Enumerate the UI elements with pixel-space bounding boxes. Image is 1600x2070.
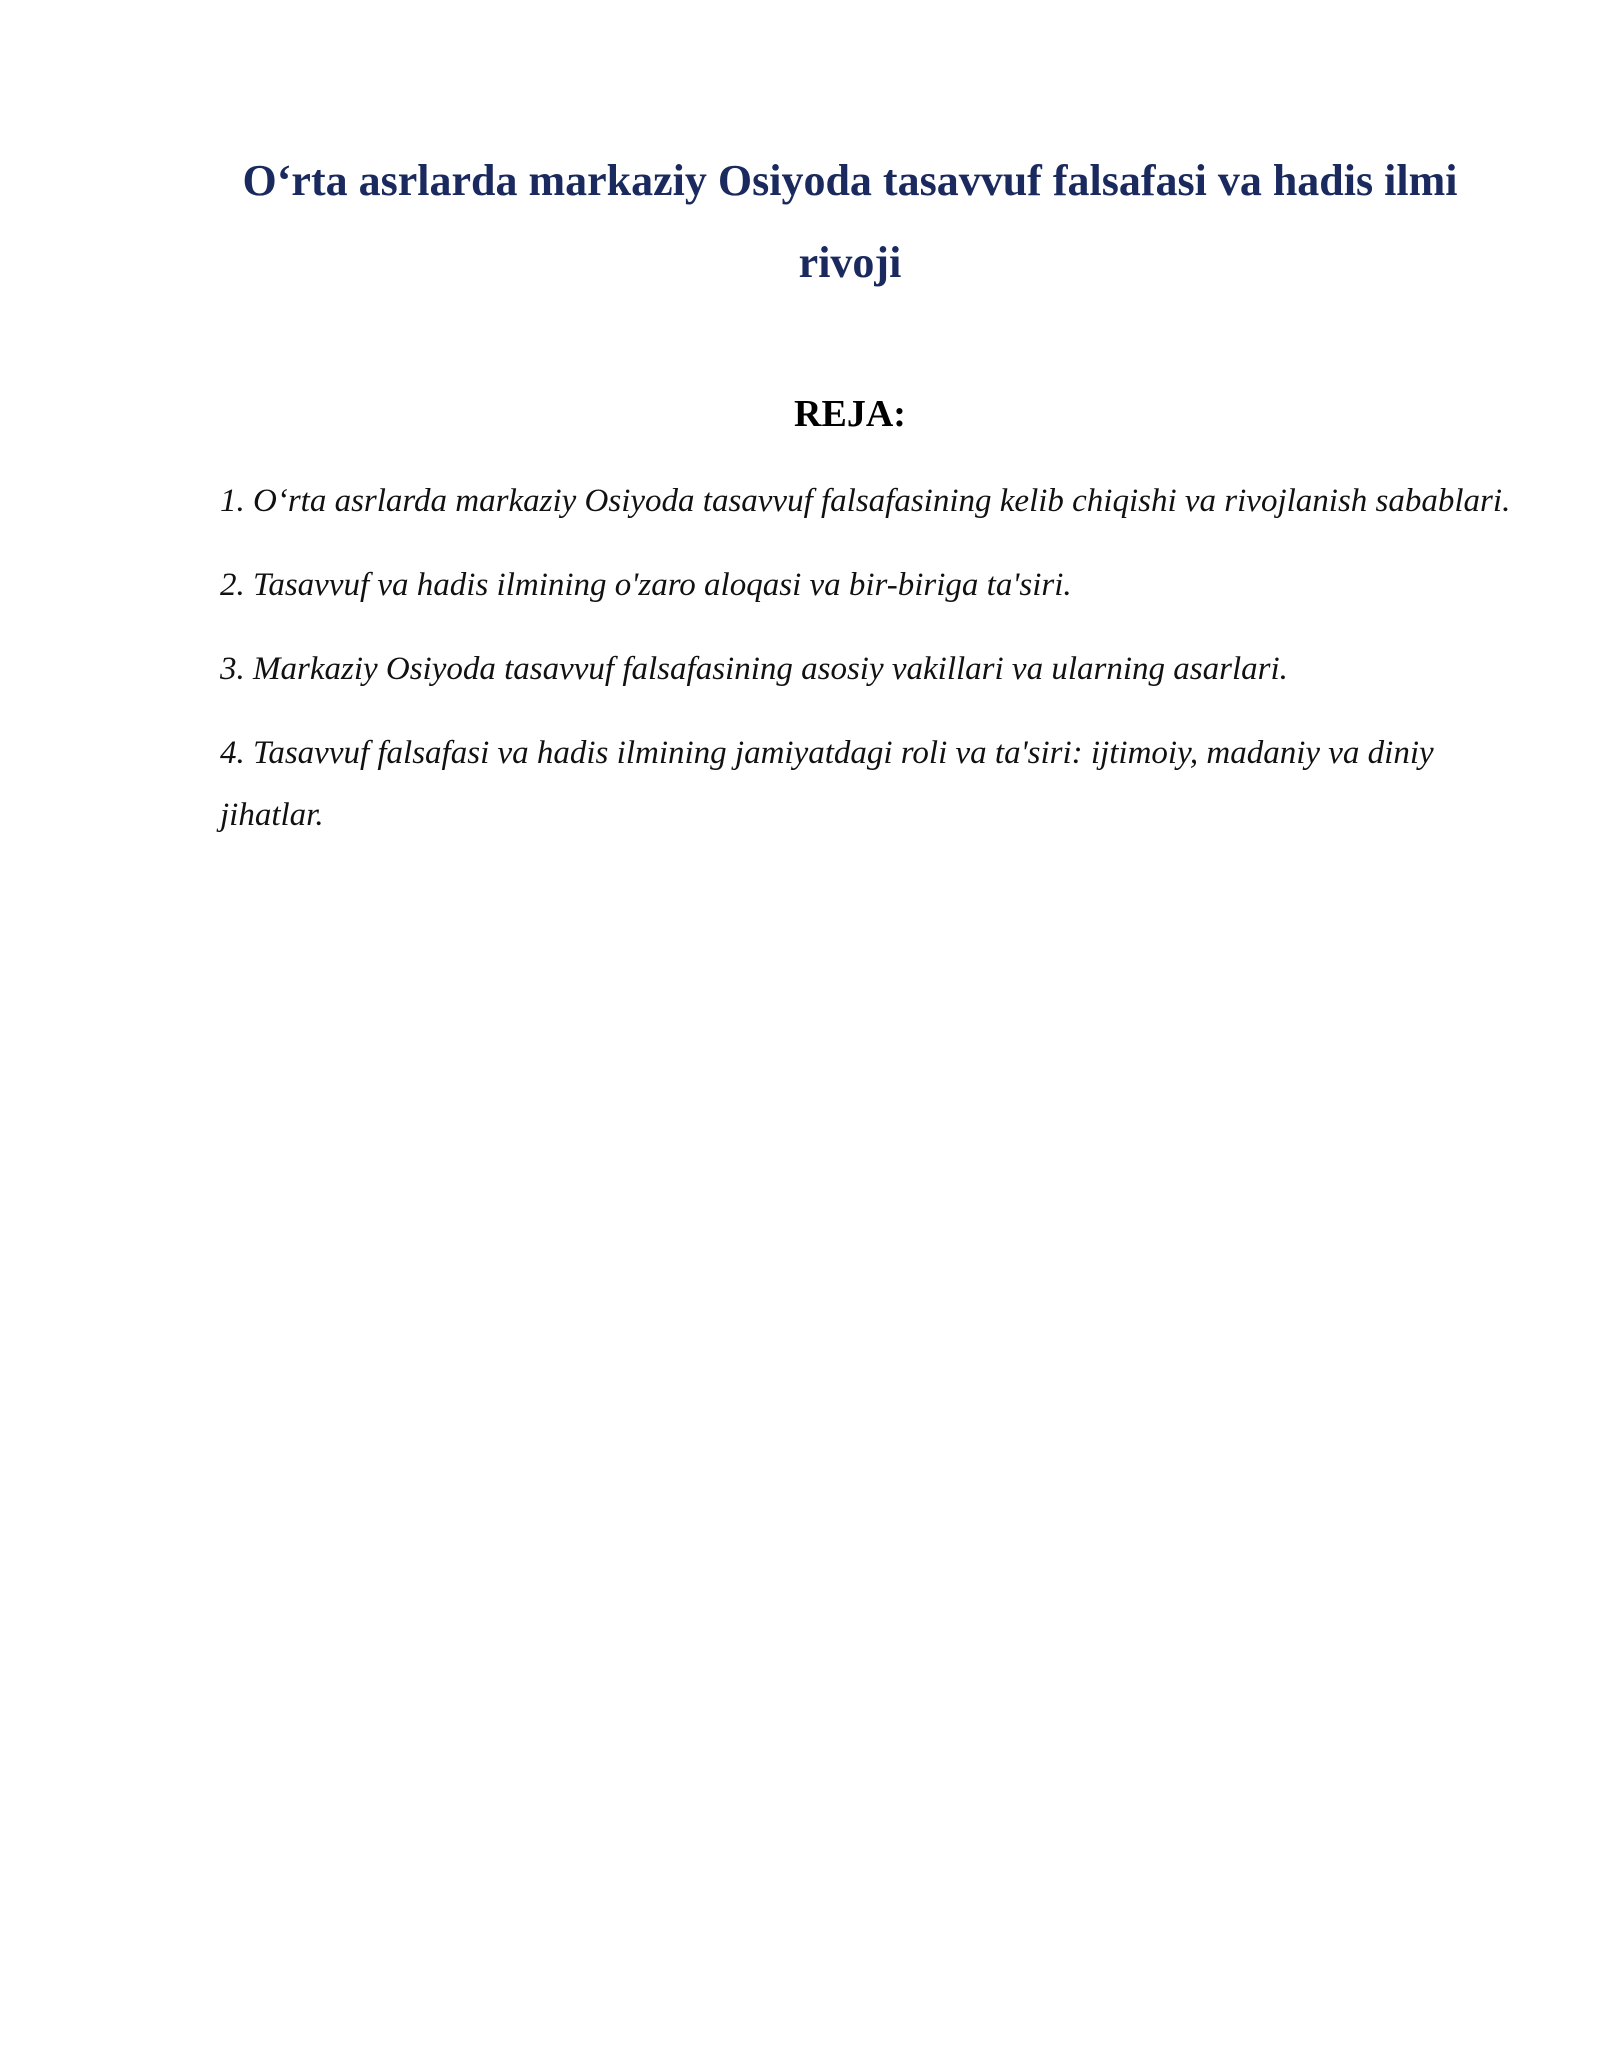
plan-item-4: 4. Tasavvuf falsafasi va hadis ilmining jamiyatdagi roli va ta'siri: ijtimoiy, madaniy va diniy jihatlar.	[220, 735, 1434, 833]
plan-item-3: 3. Markaziy Osiyoda tasavvuf falsafasining asosiy vakillari va ularning asarlari.	[220, 651, 1288, 687]
plan-item-2: 2. Tasavvuf va hadis ilmining o'zaro aloqasi va bir-biriga ta'siri.	[220, 567, 1072, 603]
plan-heading: REJA:	[794, 393, 906, 435]
document-title: O‘rta asrlarda markaziy Osiyoda tasavvuf falsafasi va hadis ilmi rivoji	[242, 156, 1458, 287]
plan-list	[220, 470, 1520, 868]
plan-item-1: 1. O‘rta asrlarda markaziy Osiyoda tasavvuf falsafasining kelib chiqishi va rivojlanish sabablari.	[220, 483, 1511, 519]
